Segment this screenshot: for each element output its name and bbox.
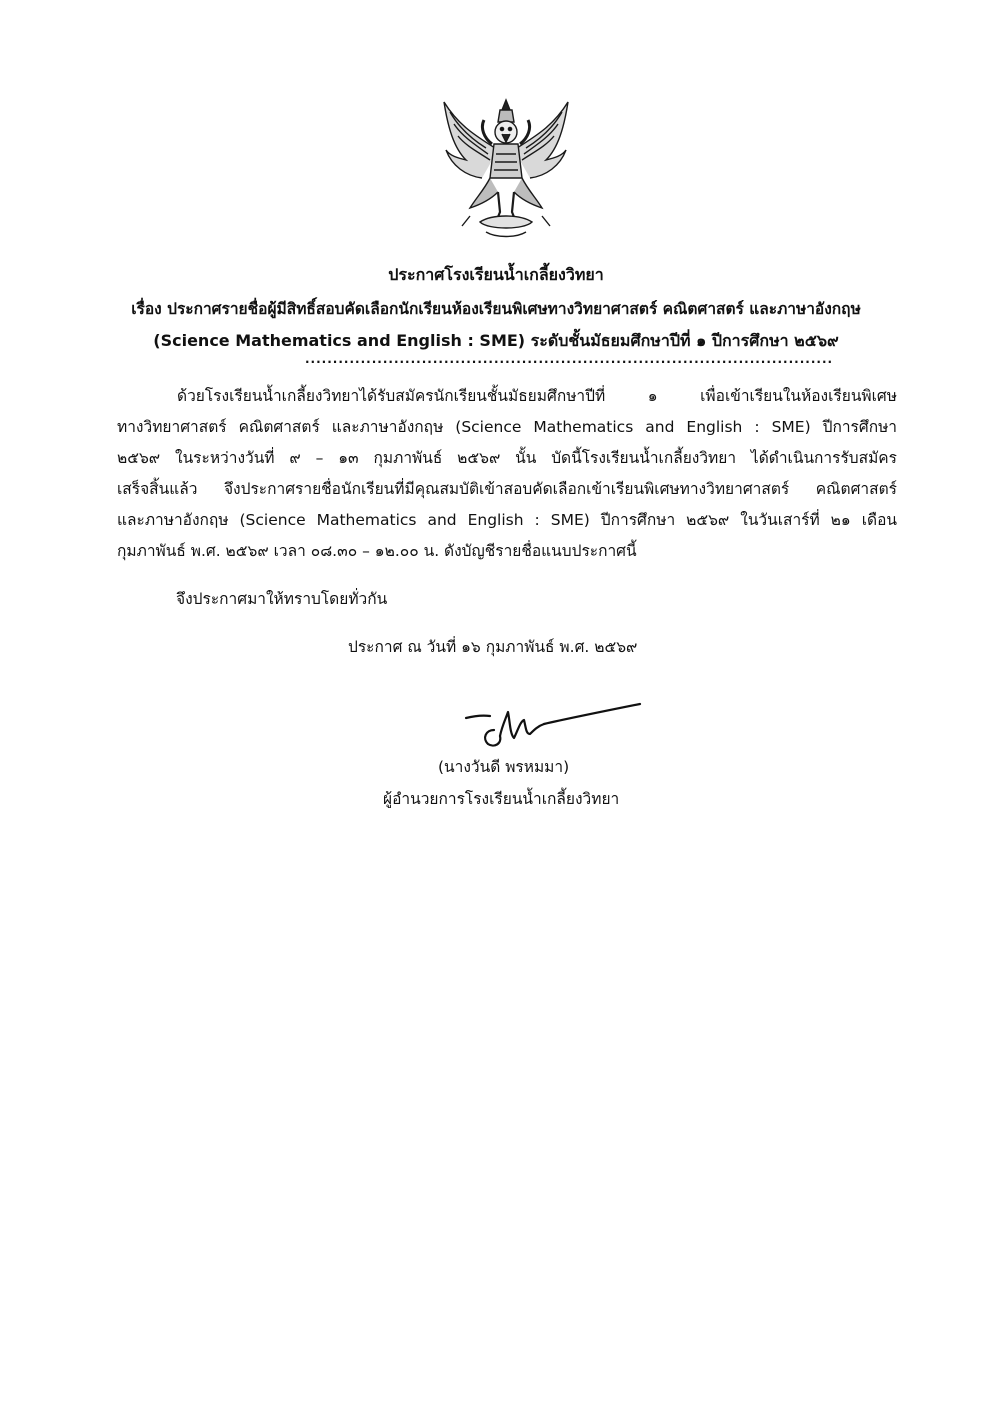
body-line: และภาษาอังกฤษ (Science Mathematics and English : SME) ปีการศึกษา ๒๕๖๙ ในวันเสาร์ที่ ๒๑ เดือน (117, 511, 897, 529)
announcement-title: ประกาศโรงเรียนน้ำเกลี้ยงวิทยา (388, 265, 604, 284)
subject-line-2: (Science Mathematics and English : SME) ระดับชั้นมัธยมศึกษาปีที่ ๑ ปีการศึกษา ๒๕๖๙ (153, 331, 839, 350)
body-line: เสร็จสิ้นแล้ว จึงประกาศรายชื่อนักเรียนที่มีคุณสมบัติเข้าสอบคัดเลือกเข้าเรียนพิเศษทางวิทยาศาสตร์ คณิตศาสตร์ (117, 480, 897, 498)
signer-name: (นางวันดี พรหมมา) (438, 758, 570, 776)
subject-line-1: เรื่อง ประกาศรายชื่อผู้มีสิทธิ์สอบคัดเลือกนักเรียนห้องเรียนพิเศษทางวิทยาศาสตร์ คณิตศาสตร์ และภาษาอังกฤษ (131, 300, 861, 318)
dotted-divider: ............................................................................................... (305, 352, 834, 366)
announcement-body (117, 381, 897, 567)
notice-statement: จึงประกาศมาให้ทราบโดยทั่วกัน (176, 590, 388, 608)
body-line: ทางวิทยาศาสตร์ คณิตศาสตร์ และภาษาอังกฤษ (Science Mathematics and English : SME) ปีการศึกษา (117, 418, 897, 436)
body-line: ด้วยโรงเรียนน้ำเกลี้ยงวิทยาได้รับสมัครนักเรียนชั้นมัธยมศึกษาปีที่ ๑ เพื่อเข้าเรียนในห้องเรียนพิเศษ (177, 387, 897, 405)
announcement-date: ประกาศ ณ วันที่ ๑๖ กุมภาพันธ์ พ.ศ. ๒๕๖๙ (348, 638, 638, 656)
signer-title: ผู้อำนวยการโรงเรียนน้ำเกลี้ยงวิทยา (383, 790, 620, 808)
body-line: กุมภาพันธ์ พ.ศ. ๒๕๖๙ เวลา ๐๘.๓๐ – ๑๒.๐๐ น. ดังบัญชีรายชื่อแนบประกาศนี้ (117, 542, 637, 560)
garuda-emblem-icon (440, 98, 572, 242)
body-line: ๒๕๖๙ ในระหว่างวันที่ ๙ – ๑๓ กุมภาพันธ์ ๒๕๖๙ นั้น บัดนี้โรงเรียนน้ำเกลี้ยงวิทยา ได้ดำเนินการรับสมัคร (117, 449, 897, 467)
handwritten-signature-icon (460, 700, 645, 755)
